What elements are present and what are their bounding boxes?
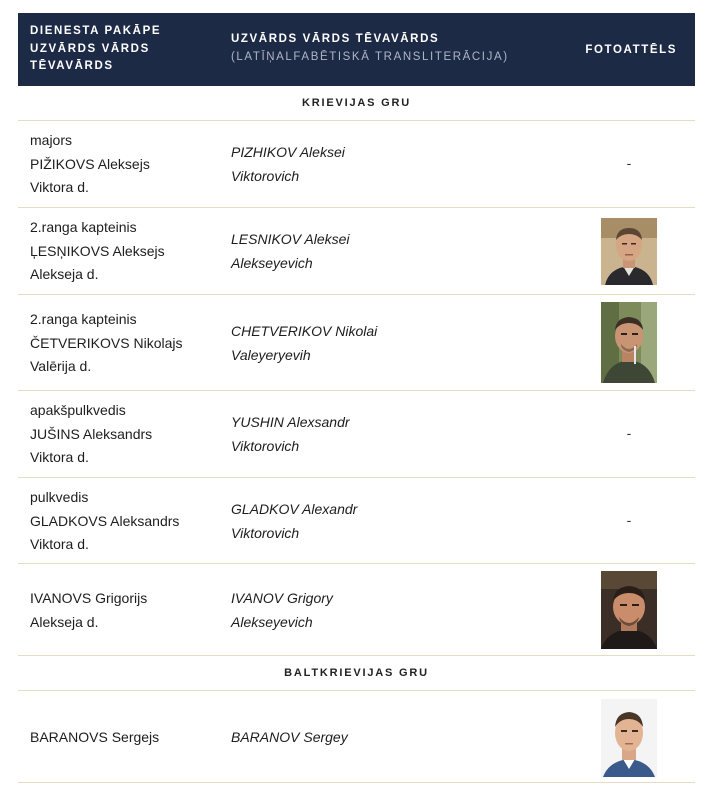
rank-name-cell [30, 587, 147, 634]
header-subtitle: (LATĪŅALFABĒTISKĀ TRANSLITERĀCIJA) [231, 50, 509, 63]
cell-line: majors [30, 132, 73, 148]
photo-empty: - [626, 512, 632, 528]
rank-name-cell [30, 399, 152, 470]
cell-line: PIZHIKOV Aleksei [231, 144, 345, 160]
header-line: UZVĀRDS VĀRDS [30, 42, 150, 55]
header-line: TĒVAVĀRDS [30, 60, 114, 72]
table-row [18, 478, 695, 564]
portrait-photo [601, 302, 657, 383]
cell-line: Alekseja d. [30, 266, 99, 282]
header-transliteration [231, 31, 551, 66]
table-row [18, 691, 695, 783]
header-line: DIENESTA PAKĀPE [30, 25, 162, 37]
rank-name-cell [30, 129, 150, 200]
rank-name-cell [30, 726, 159, 750]
rank-name-cell [30, 216, 165, 287]
cell-line: CHETVERIKOV Nikolai [231, 323, 378, 339]
portrait-image [601, 302, 657, 383]
latin-name-cell [231, 228, 350, 275]
cell-line: Viktora d. [30, 536, 89, 552]
cell-line: Alekseyevich [231, 613, 313, 630]
table-row [18, 295, 695, 391]
header-photo: FOTOATTĒLS [585, 44, 677, 56]
latin-name-cell [231, 726, 348, 750]
cell-line: LESNIKOV Aleksei [231, 231, 350, 247]
cell-line: apakšpulkvedis [30, 402, 126, 418]
cell-line: JUŠINS Aleksandrs [30, 425, 153, 442]
cell-line: YUSHIN Alexsandr [231, 414, 350, 430]
cell-line: ČETVERIKOVS Nikolajs [30, 334, 183, 351]
cell-line: Valērija d. [30, 358, 92, 374]
latin-name-cell [231, 587, 333, 634]
cell-line: ĻESŅIKOVS Aleksejs [30, 242, 165, 259]
cell-line: BARANOVS Sergejs [30, 729, 160, 745]
rank-name-cell [30, 308, 182, 379]
cell-line: Alekseyevich [231, 254, 313, 271]
latin-name-cell [231, 498, 357, 545]
portrait-photo [601, 218, 657, 285]
cell-line: IVANOV Grigory [231, 590, 333, 606]
cell-line: IVANOVS Grigorijs [30, 590, 148, 606]
cell-line: pulkvedis [30, 489, 89, 505]
cell-line: Valeyeryevih [231, 346, 311, 363]
cell-line: PIŽIKOVS Aleksejs [30, 155, 150, 172]
group-title: BALTKRIEVIJAS GRU [18, 656, 695, 691]
portrait-photo [601, 699, 657, 777]
cell-line: Viktorovich [231, 524, 300, 541]
table-row [18, 391, 695, 478]
header-rank-name [30, 23, 210, 76]
portrait-image [601, 699, 657, 777]
table-row [18, 121, 695, 208]
cell-line: Viktora d. [30, 449, 89, 465]
portrait-photo [601, 571, 657, 649]
table-row [18, 208, 695, 295]
photo-empty: - [626, 155, 632, 171]
cell-line: 2.ranga kapteinis [30, 311, 137, 327]
header-line: UZVĀRDS VĀRDS TĒVAVĀRDS [231, 33, 440, 45]
table-header [18, 13, 695, 86]
latin-name-cell [231, 320, 377, 367]
cell-line: BARANOV Sergey [231, 729, 348, 745]
portrait-image [601, 571, 657, 649]
group-title: KRIEVIJAS GRU [18, 86, 695, 121]
cell-line: Viktorovich [231, 167, 300, 184]
latin-name-cell [231, 141, 345, 188]
cell-line: Viktorovich [231, 437, 300, 454]
cell-line: Viktora d. [30, 179, 89, 195]
table-row [18, 564, 695, 656]
cell-line: Alekseja d. [30, 613, 99, 630]
latin-name-cell [231, 411, 350, 458]
portrait-image [601, 218, 657, 285]
officers-table [18, 13, 695, 783]
cell-line: GLADKOV Alexandr [231, 501, 358, 517]
cell-line: GLADKOVS Aleksandrs [30, 512, 180, 529]
cell-line: 2.ranga kapteinis [30, 219, 137, 235]
rank-name-cell [30, 486, 179, 557]
photo-empty: - [626, 425, 632, 441]
